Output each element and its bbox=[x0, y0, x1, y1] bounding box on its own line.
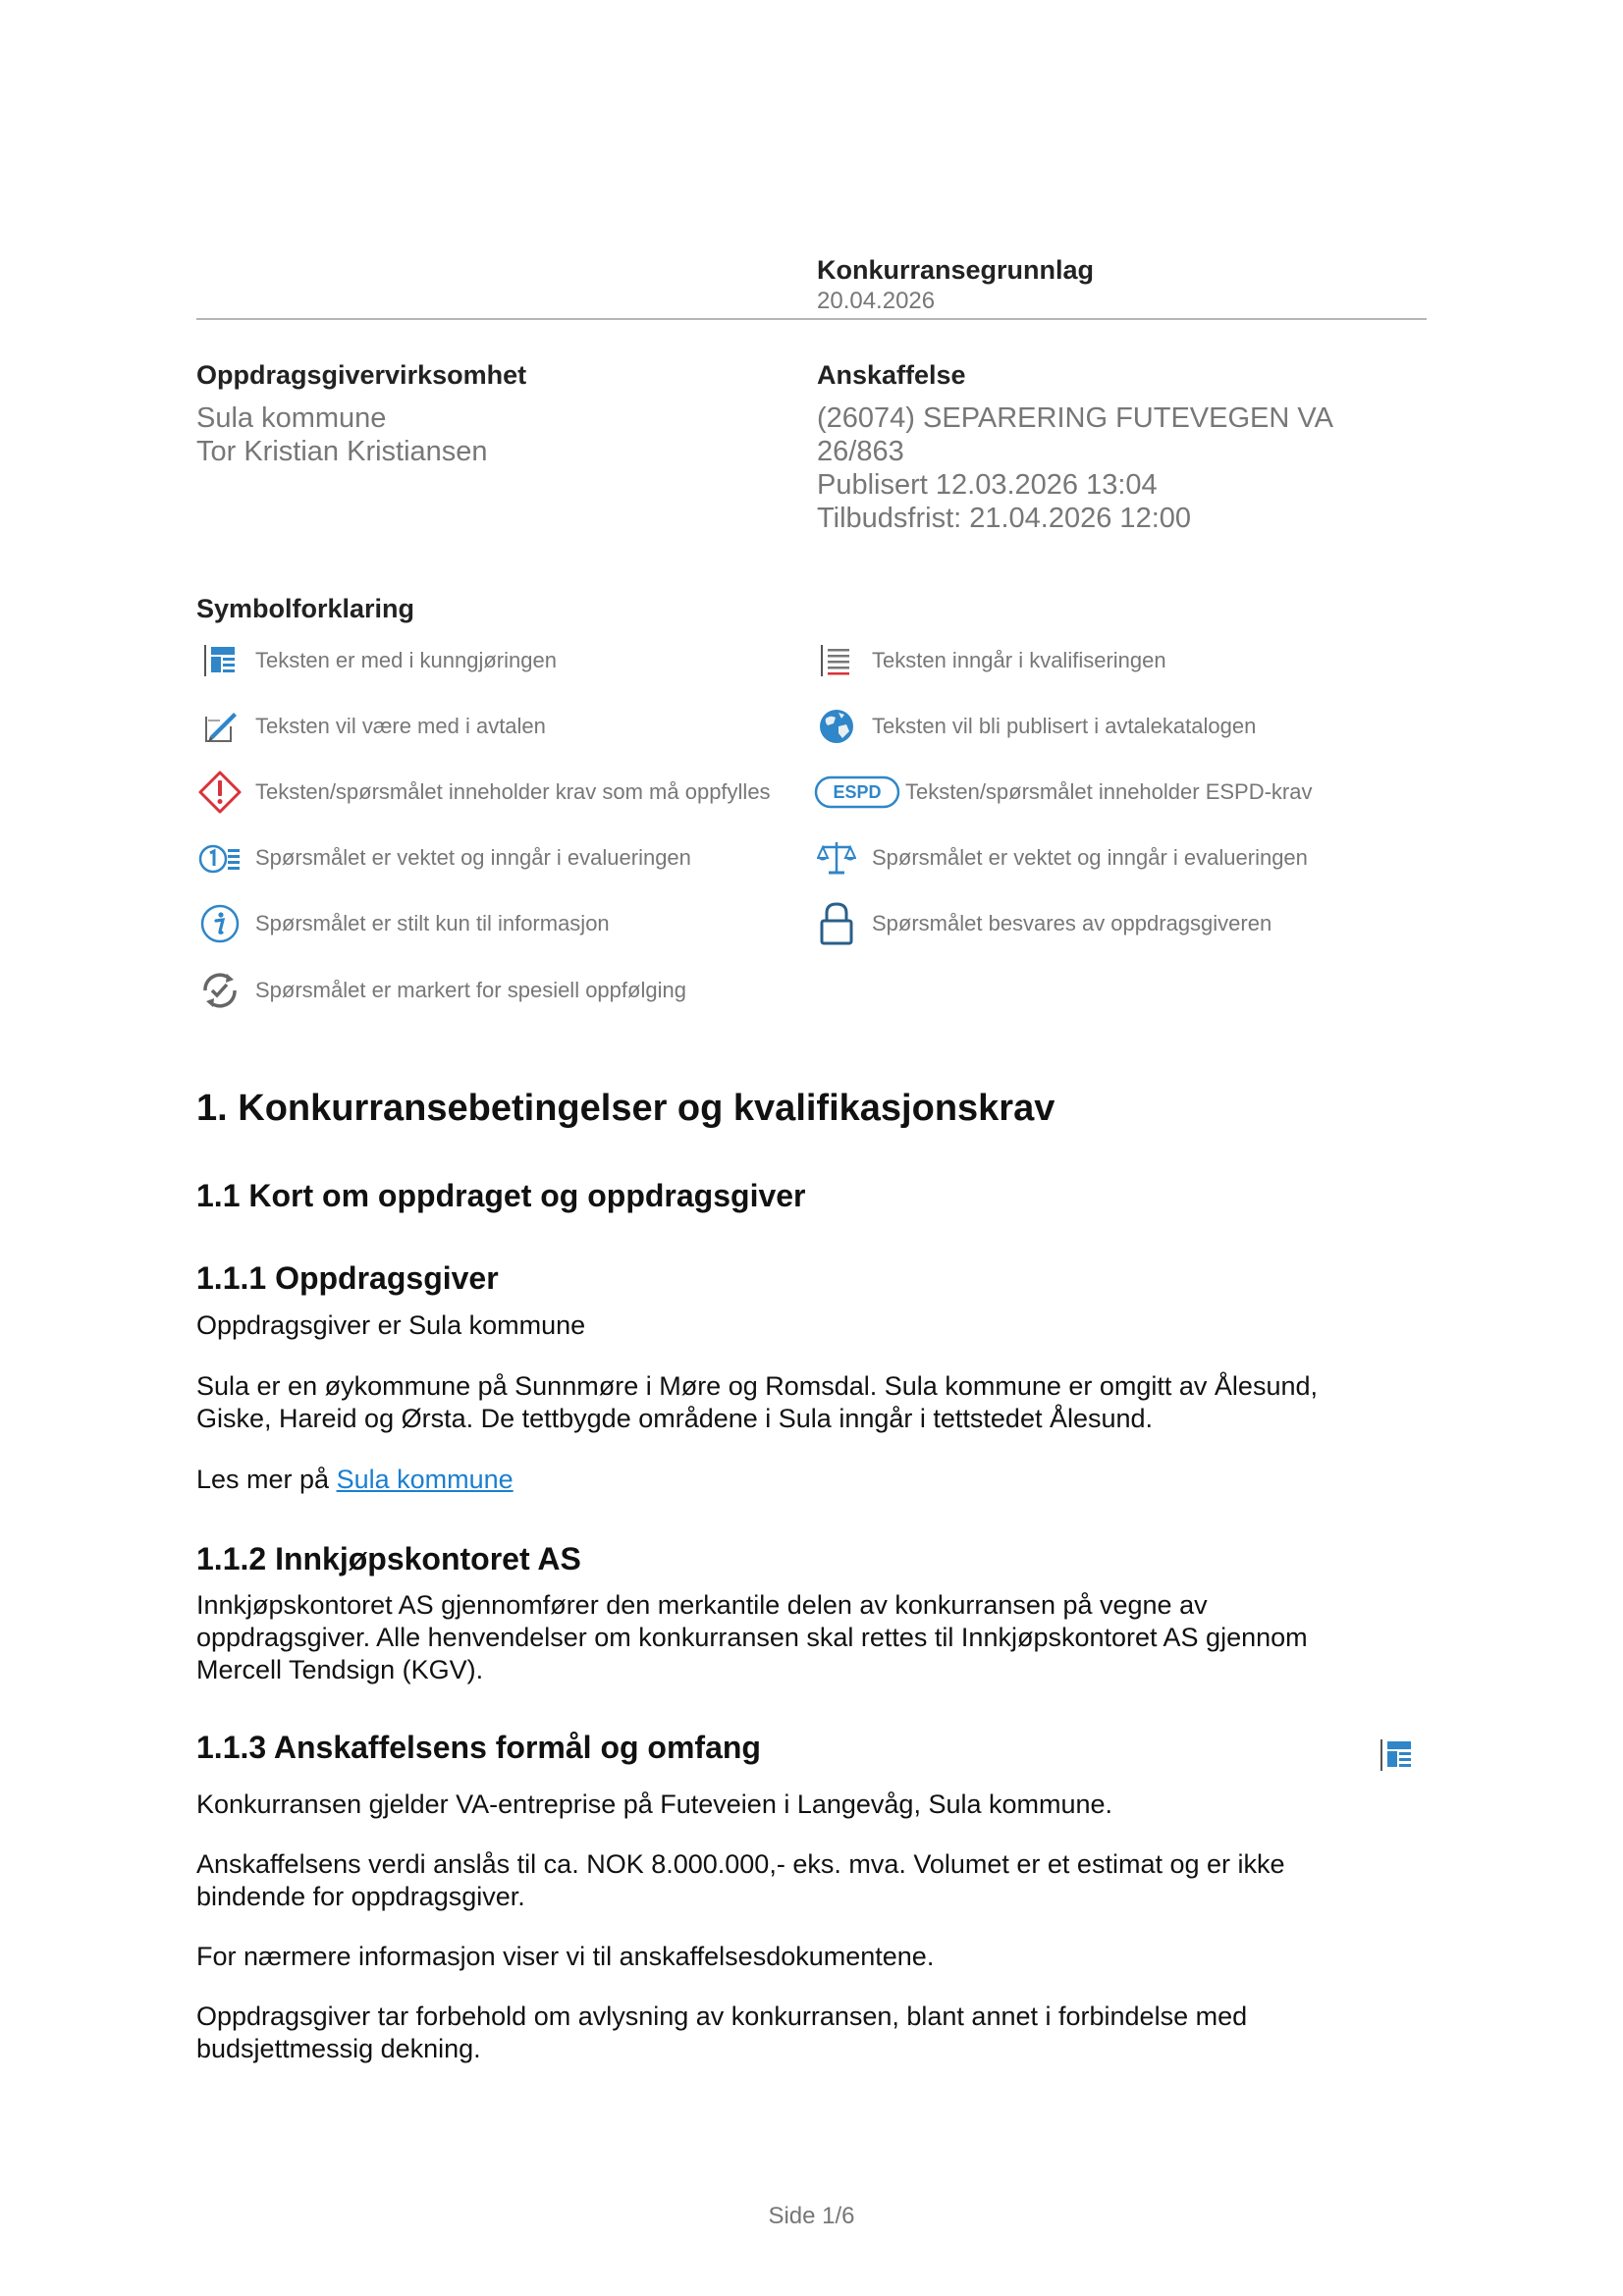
section-heading-1-1: 1.1 Kort om oppdraget og oppdragsgiver bbox=[196, 1178, 806, 1213]
procurement-title: (26074) SEPARERING FUTEVEGEN VA bbox=[817, 402, 1333, 434]
followup-icon bbox=[196, 967, 243, 1014]
read-more-prefix: Les mer på bbox=[196, 1465, 337, 1494]
sula-kommune-link[interactable]: Sula kommune bbox=[336, 1465, 514, 1494]
procurement-deadline: Tilbudsfrist: 21.04.2026 12:00 bbox=[817, 503, 1192, 534]
legend-text: Spørsmålet er markert for spesiell oppfølging bbox=[255, 978, 686, 1002]
paragraph: Anskaffelsens verdi anslås til ca. NOK 8.000.000,- eks. mva. Volumet er et estimat og er ikke bindende for oppdragsgiver. bbox=[196, 1849, 1285, 1911]
document-header bbox=[817, 253, 1094, 316]
legend-item bbox=[196, 702, 546, 751]
legend-item bbox=[196, 899, 610, 948]
qualification-icon bbox=[813, 637, 860, 684]
legend-text: Teksten er med i kunngjøringen bbox=[255, 648, 557, 672]
legend-text: Spørsmålet er vektet og inngår i evalueringen bbox=[872, 845, 1308, 870]
paragraph: Innkjøpskontoret AS gjennomfører den merkantile delen av konkurransen på vegne av oppdragsgiver. Alle henvendelser om konkurransen skal rettes til Innkjøpskontoret AS gjennom Mercell Tendsign (KGV). bbox=[196, 1590, 1308, 1684]
legend-text: Spørsmålet er stilt kun til informasjon bbox=[255, 911, 610, 935]
legend-text: Teksten vil bli publisert i avtalekatalogen bbox=[872, 714, 1257, 738]
legend-item bbox=[196, 966, 686, 1015]
legend-text: Teksten/spørsmålet inneholder ESPD-krav bbox=[905, 779, 1313, 804]
client-name: Sula kommune bbox=[196, 402, 387, 434]
client-heading: Oppdragsgivervirksomhet bbox=[196, 360, 527, 390]
lock-icon bbox=[813, 900, 860, 947]
espd-icon bbox=[813, 769, 901, 816]
paragraph: Oppdragsgiver tar forbehold om avlysning av konkurransen, blant annet i forbindelse med budsjettmessig dekning. bbox=[196, 2002, 1248, 2063]
legend-item bbox=[813, 899, 1271, 948]
info-icon bbox=[196, 900, 243, 947]
document-title: Konkurransegrunnlag bbox=[817, 255, 1095, 285]
client-info bbox=[196, 358, 526, 468]
client-contact: Tor Kristian Kristiansen bbox=[196, 436, 488, 467]
scales-icon bbox=[813, 834, 860, 881]
announcement-icon bbox=[196, 637, 243, 684]
header-divider bbox=[196, 318, 1427, 320]
warning-icon bbox=[196, 769, 243, 816]
page-number: Side 1/6 bbox=[768, 2203, 855, 2229]
legend-text: Teksten inngår i kvalifiseringen bbox=[872, 648, 1166, 672]
paragraph: Sula er en øykommune på Sunnmøre i Møre og Romsdal. Sula kommune er omgitt av Ålesund, Giske, Hareid og Ørsta. De tettbygde områdene i Sula inngår i tettstedet Ålesund. bbox=[196, 1371, 1318, 1433]
weighted-list-icon bbox=[196, 834, 243, 881]
procurement-heading: Anskaffelse bbox=[817, 360, 966, 390]
legend-text: Spørsmålet er vektet og inngår i evalueringen bbox=[255, 845, 691, 870]
espd-icon-label: ESPD bbox=[833, 782, 882, 802]
legend-title: Symbolforklaring bbox=[196, 594, 415, 623]
document-date: 20.04.2026 bbox=[817, 288, 936, 314]
paragraph: For nærmere informasjon viser vi til anskaffelsesdokumentene. bbox=[196, 1942, 935, 1971]
section-heading-1: 1. Konkurransebetingelser og kvalifikasjonskrav bbox=[196, 1088, 1055, 1129]
contract-pen-icon bbox=[196, 703, 243, 750]
legend-item bbox=[196, 768, 771, 817]
legend-text: Teksten vil være med i avtalen bbox=[255, 714, 546, 738]
legend-item bbox=[813, 636, 1166, 685]
legend-item bbox=[196, 833, 691, 882]
legend-item bbox=[196, 636, 557, 685]
section-heading-1-1-1: 1.1.1 Oppdragsgiver bbox=[196, 1260, 499, 1296]
paragraph: Konkurransen gjelder VA-entreprise på Futeveien i Langevåg, Sula kommune. bbox=[196, 1789, 1113, 1819]
legend-item bbox=[813, 702, 1256, 751]
document-page bbox=[196, 0, 1427, 2296]
procurement-published: Publisert 12.03.2026 13:04 bbox=[817, 469, 1158, 501]
legend-item bbox=[813, 768, 1313, 817]
legend-item bbox=[813, 833, 1308, 882]
paragraph-read-more bbox=[196, 1464, 1375, 1496]
procurement-info bbox=[817, 358, 1426, 535]
announcement-icon bbox=[1377, 1735, 1416, 1780]
paragraph: Oppdragsgiver er Sula kommune bbox=[196, 1310, 586, 1340]
legend-text: Spørsmålet besvares av oppdragsgiveren bbox=[872, 911, 1272, 935]
procurement-case-number: 26/863 bbox=[817, 436, 904, 467]
globe-icon bbox=[813, 703, 860, 750]
section-heading-1-1-2: 1.1.2 Innkjøpskontoret AS bbox=[196, 1541, 581, 1576]
legend-text: Teksten/spørsmålet inneholder krav som må oppfylles bbox=[255, 779, 771, 804]
section-heading-1-1-3: 1.1.3 Anskaffelsens formål og omfang bbox=[196, 1730, 761, 1765]
